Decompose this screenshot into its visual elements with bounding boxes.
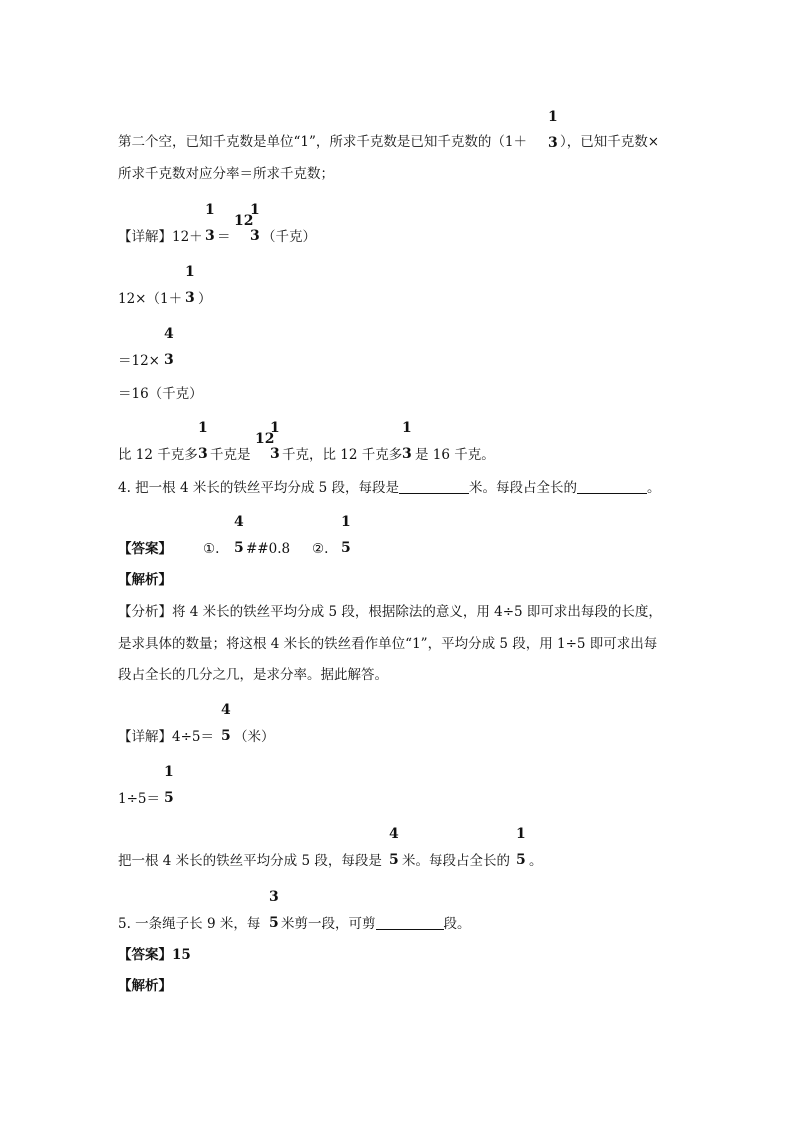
text-segment: 12＋: [172, 229, 203, 245]
fraction-denominator: 5: [164, 790, 174, 806]
fraction-denominator: 3: [185, 290, 195, 306]
text-line: [118, 133, 527, 151]
fraction-numerator: 1: [516, 826, 526, 842]
text-segment: 比 12 千克多: [118, 447, 198, 463]
question-text: 米剪一段，可剪: [281, 916, 376, 932]
fraction-four-fifths: [389, 827, 399, 867]
text-segment: （米）: [234, 729, 275, 745]
question-5: [118, 915, 260, 933]
section-heading: 【解析】: [118, 978, 172, 994]
answer-blank[interactable]: [577, 479, 647, 494]
fraction-numerator: 1: [270, 420, 280, 436]
fraction-one-third: [250, 203, 260, 243]
fraction-denominator: 3: [270, 446, 280, 462]
question-text: 米。每段占全长的: [469, 480, 578, 496]
text-segment: 所求千克数对应分率＝所求千克数；: [118, 166, 334, 182]
detail-line: [118, 728, 214, 746]
text-line: [118, 385, 203, 403]
mixed-number-whole: 12: [255, 431, 275, 447]
fraction-numerator: 1: [250, 202, 260, 218]
text-segment: 【分析】将 4 米长的铁丝平均分成 5 段，根据除法的意义，用 4÷5 即可求出每段的长度，: [118, 604, 662, 620]
answer-line: [118, 946, 191, 964]
text-line: [118, 446, 198, 464]
summary-line: [118, 852, 382, 870]
analysis-label: [118, 571, 172, 589]
fraction-one-third: [402, 421, 412, 461]
answer-item: [246, 540, 290, 558]
text-segment: 。: [529, 853, 543, 869]
fraction-numerator: 3: [269, 889, 279, 905]
fraction-numerator: 1: [185, 264, 195, 280]
text-segment: 是 16 千克。: [415, 447, 495, 463]
answer-alt: ##0.8: [246, 541, 291, 557]
text-line: [560, 133, 659, 151]
answer-marker: ②.: [312, 541, 329, 557]
fraction-four-fifths: [221, 703, 231, 743]
answer-text: 【答案】15: [118, 947, 191, 963]
fraction-one-third: [198, 421, 208, 461]
text-segment: 千克，比 12 千克多: [282, 447, 403, 463]
text-line: [415, 446, 495, 464]
fraction-three-fifths: [269, 890, 279, 930]
text-line: [217, 228, 231, 246]
answer-blank[interactable]: [399, 479, 469, 494]
summary-line: [402, 852, 510, 870]
question-text: 5. 一条绳子长 9 米，每: [118, 916, 261, 932]
question-text: 段。: [443, 916, 471, 932]
fraction-four-fifths: [234, 515, 244, 555]
text-segment: 把一根 4 米长的铁丝平均分成 5 段，每段是: [118, 853, 382, 869]
analysis-label: [118, 977, 172, 995]
fraction-four-thirds: [164, 327, 174, 367]
text-segment: 米。每段占全长的: [402, 853, 510, 869]
text-segment: 1÷5＝: [118, 791, 160, 807]
fraction-numerator: 4: [221, 702, 231, 718]
fraction-numerator: 1: [198, 420, 208, 436]
text-line: [282, 446, 402, 464]
text-segment: 段占全长的几分之几，是求分率。据此解答。: [118, 667, 388, 683]
fraction-denominator: 3: [250, 228, 260, 244]
fraction-numerator: 1: [341, 514, 351, 530]
fraction-denominator: 3: [205, 228, 215, 244]
fraction-numerator: 4: [389, 826, 399, 842]
analysis-line: [118, 666, 388, 684]
fraction-denominator: 3: [164, 352, 174, 368]
answer-blank[interactable]: [376, 915, 444, 930]
text-segment: （千克）: [262, 229, 316, 245]
answer-item: [312, 540, 328, 558]
fraction-denominator: 5: [516, 852, 526, 868]
text-segment: ＝: [217, 229, 231, 245]
fraction-denominator: 3: [548, 135, 558, 151]
detail-line: [118, 790, 160, 808]
fraction-one-third: [548, 110, 558, 150]
answer-marker: ①.: [203, 541, 220, 557]
question-text: 。: [647, 480, 661, 496]
fraction-one-third: [205, 203, 215, 243]
answer-item: [203, 540, 219, 558]
text-segment: 第二个空，已知千克数是单位“1”，所求千克数是已知千克数的（1＋: [118, 134, 527, 150]
text-segment: 是求具体的数量；将这根 4 米长的铁丝看作单位“1”，平均分成 5 段，用 1÷5 即可求出每: [118, 636, 658, 652]
fraction-denominator: 3: [402, 446, 412, 462]
fraction-one-third: [185, 265, 195, 305]
analysis-line: [118, 603, 662, 621]
question-4: [118, 479, 661, 497]
answer-line: [118, 540, 172, 558]
fraction-one-fifth: [516, 827, 526, 867]
text-line: [118, 165, 334, 183]
text-segment: ）: [198, 291, 212, 307]
analysis-line: [118, 635, 657, 653]
text-line: [262, 228, 316, 246]
text-line: [118, 352, 160, 370]
fraction-denominator: 5: [234, 540, 244, 556]
fraction-numerator: 4: [234, 514, 244, 530]
section-heading: 【解析】: [118, 572, 172, 588]
fraction-numerator: 1: [548, 109, 558, 125]
fraction-denominator: 3: [198, 446, 208, 462]
text-segment: 【详解】: [118, 229, 172, 245]
question-5: [281, 915, 471, 933]
fraction-one-third: [270, 421, 280, 461]
fraction-numerator: 1: [402, 420, 412, 436]
text-segment: 千克是: [210, 447, 251, 463]
text-segment: ＝16（千克）: [118, 386, 203, 402]
fraction-numerator: 1: [164, 764, 174, 780]
fraction-denominator: 5: [341, 540, 351, 556]
text-line: [118, 228, 203, 246]
text-line: [210, 446, 251, 464]
answer-label: 【答案】: [118, 541, 172, 557]
text-segment: 【详解】4÷5＝: [118, 729, 214, 745]
detail-line: [234, 728, 275, 746]
text-segment: 12×（1＋: [118, 291, 183, 307]
fraction-one-fifth: [164, 765, 174, 805]
fraction-numerator: 4: [164, 326, 174, 342]
fraction-denominator: 5: [221, 728, 231, 744]
text-line: [198, 290, 212, 308]
text-segment: ），已知千克数×: [560, 134, 660, 150]
fraction-numerator: 1: [205, 202, 215, 218]
question-text: 4. 把一根 4 米长的铁丝平均分成 5 段，每段是: [118, 480, 400, 496]
fraction-denominator: 5: [389, 852, 399, 868]
fraction-denominator: 5: [269, 915, 279, 931]
text-segment: ＝12×: [118, 353, 160, 369]
fraction-one-fifth: [341, 515, 351, 555]
summary-line: [529, 852, 543, 870]
text-line: [118, 290, 182, 308]
mixed-number-whole: 12: [234, 213, 254, 229]
